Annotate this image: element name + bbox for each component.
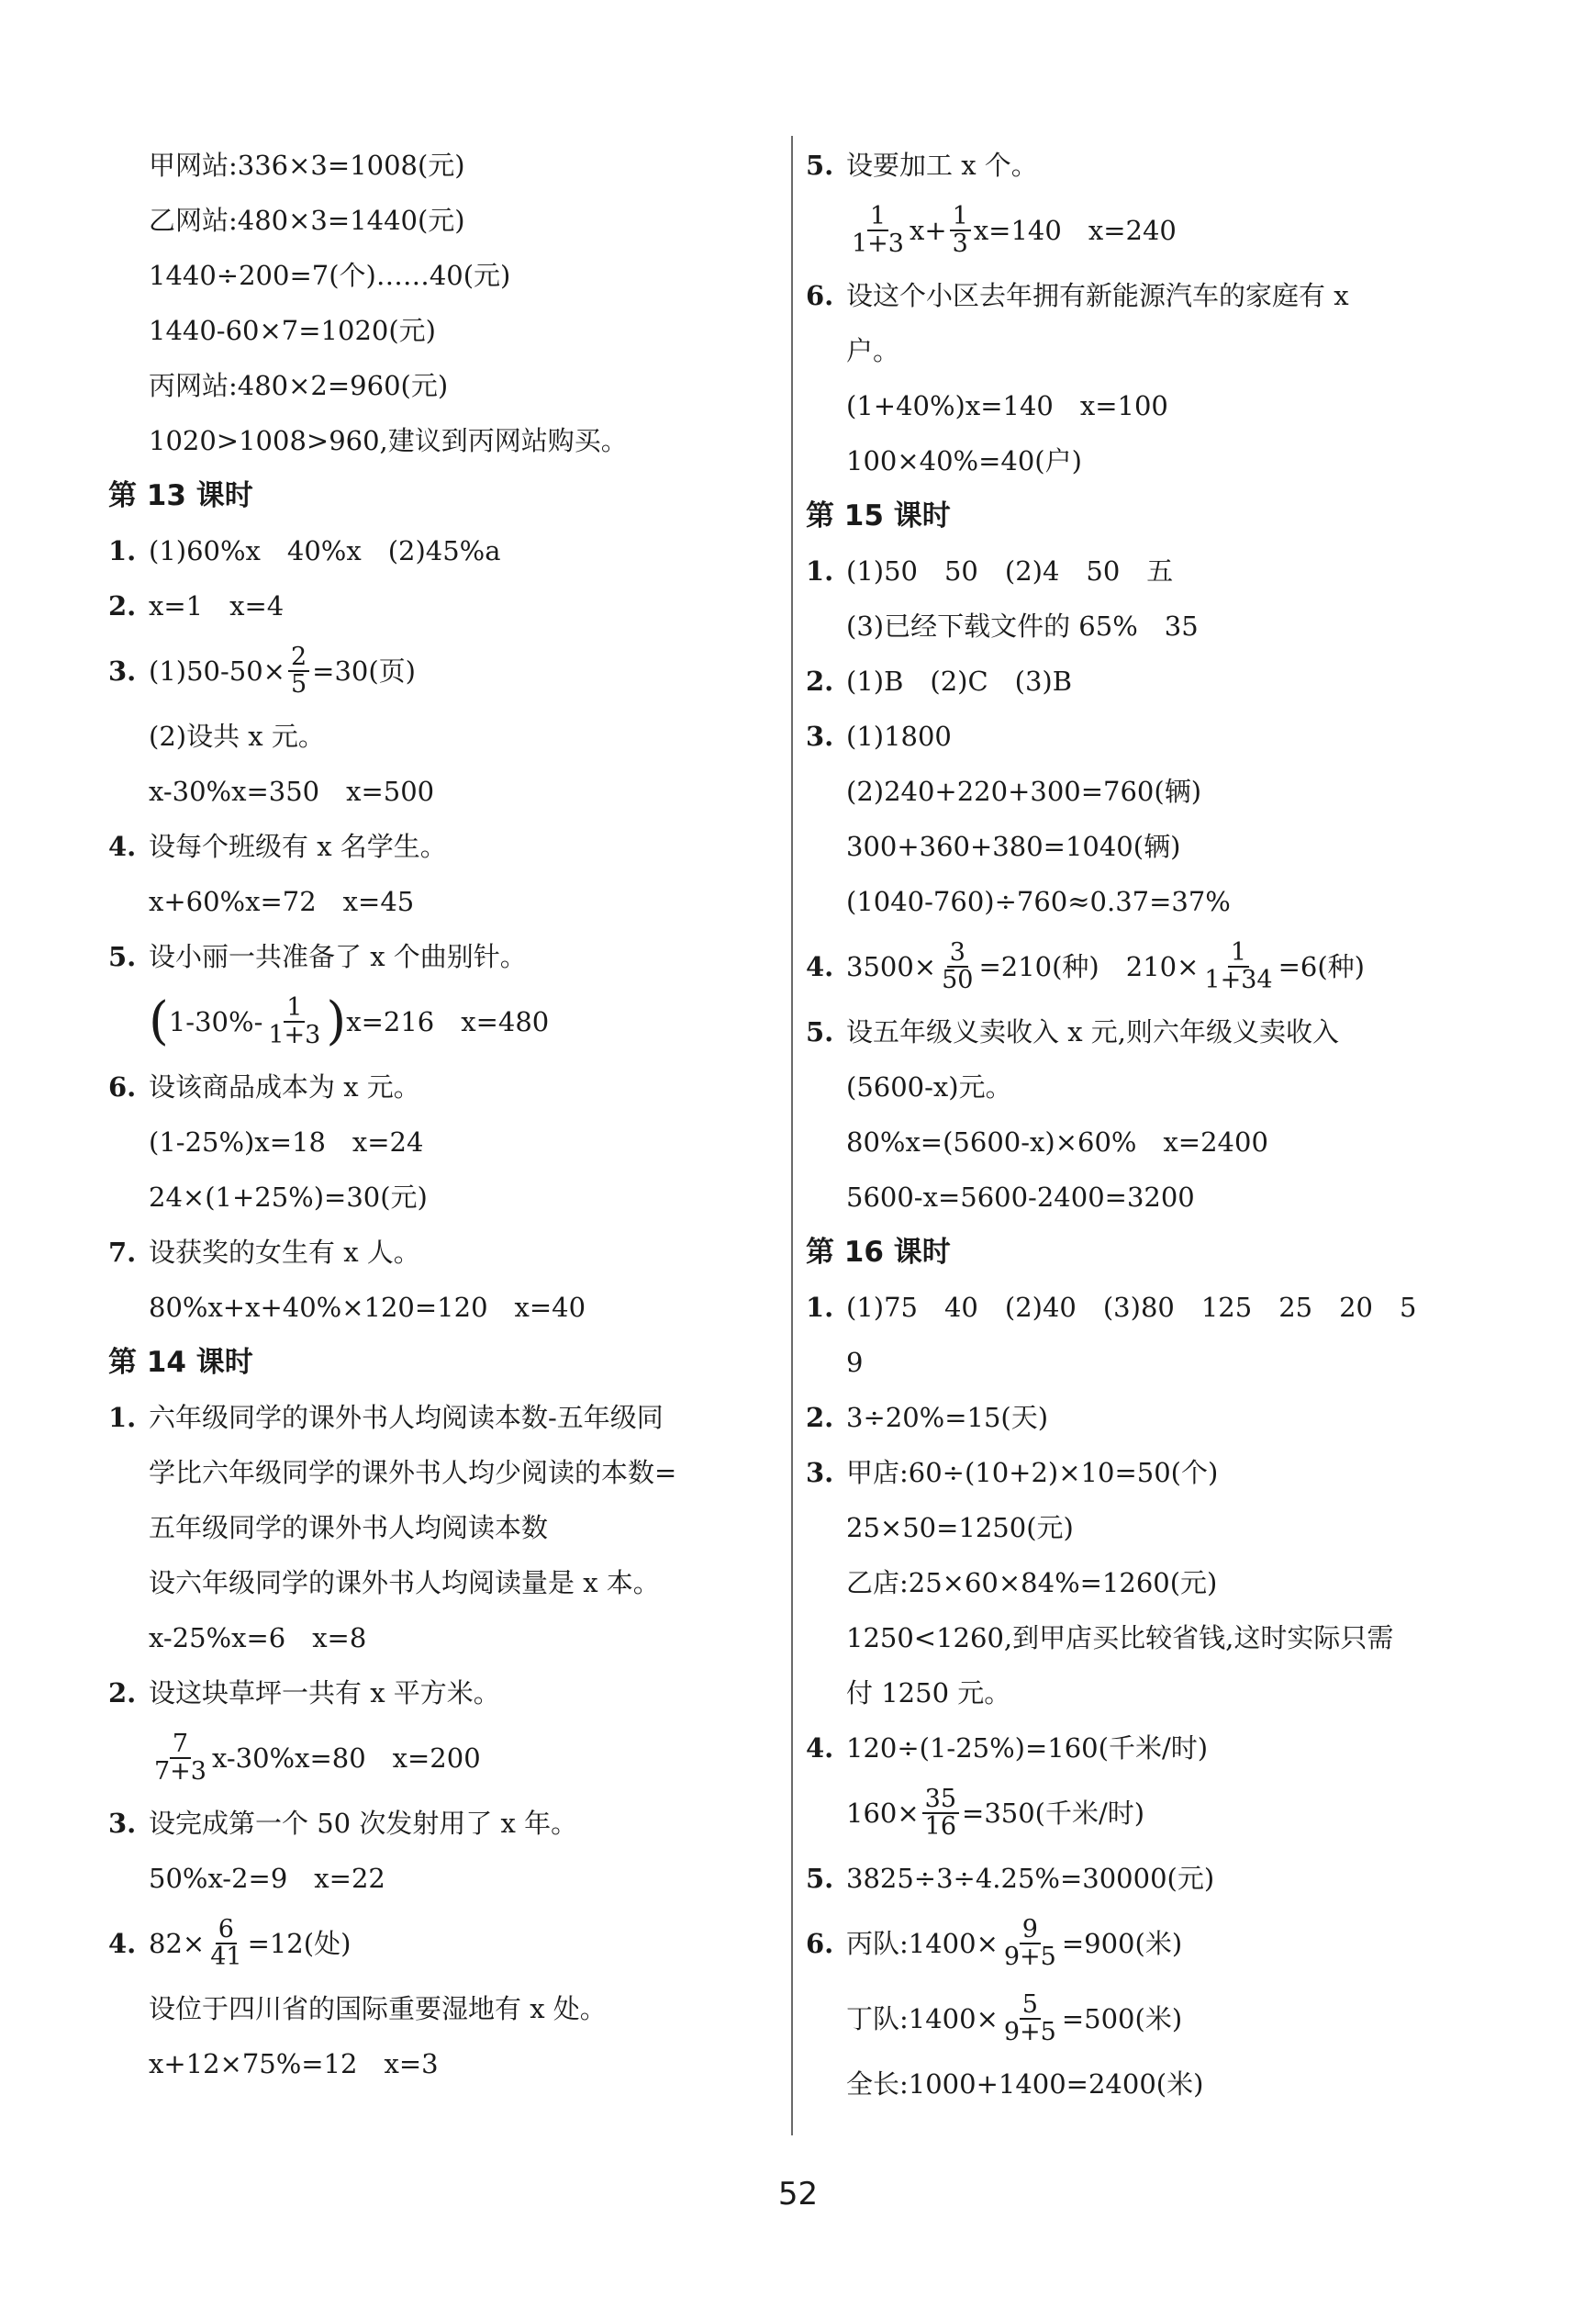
answer-line: 50%x-2=9 x=22 [149, 1862, 385, 1894]
question-number: 5. [806, 149, 834, 181]
fraction: $\frac{5}{9+5}$ [1003, 1989, 1056, 2046]
fraction: $\frac{6}{41}$ [210, 1914, 242, 1971]
answer-line: ( 1-30%- $\frac{1}{1+3}$ ) x=216 x=480 [149, 991, 550, 1051]
answer-line: 甲网站:336×3=1008(元) [149, 149, 465, 181]
answer-text: (1)B (2)C (3)B [846, 665, 1073, 697]
fraction: $\frac{9}{9+5}$ [1003, 1914, 1056, 1971]
left-column [108, 138, 778, 2091]
section-heading-16: 第 16 课时 [806, 1235, 951, 1269]
answer-text: (1)60%x 40%x (2)45%a [149, 534, 501, 566]
answer-line: 1020>1008>960,建议到丙网站购买。 [149, 424, 628, 456]
question-4 [108, 1906, 778, 1981]
question-number: 2. [108, 589, 137, 622]
question-2 [806, 654, 1485, 709]
answer-text: x-30%x=80 x=200 [211, 1742, 481, 1774]
question-6 [108, 1059, 778, 1115]
answer-text: 设这个小区去年拥有新能源汽车的家庭有 x [846, 279, 1349, 311]
answer-line [806, 1776, 1485, 1851]
question-4 [806, 929, 1485, 1004]
answer-text: 丙队:1400× [846, 1927, 999, 1959]
answer-line [806, 193, 1485, 268]
question-number: 7. [108, 1236, 137, 1268]
question-4 [806, 1720, 1485, 1776]
question-number: 6. [806, 1927, 834, 1959]
question-7 [108, 1225, 778, 1280]
question-number: 1. [108, 1401, 137, 1433]
answer-text: 设五年级义卖收入 x 元,则六年级义卖收入 [846, 1015, 1340, 1047]
answer-text: =900(米) [1061, 1927, 1183, 1959]
question-number: 1. [806, 1291, 834, 1323]
fraction: $\frac{2}{5}$ [288, 644, 309, 699]
answer-text: (1)75 40 (2)40 (3)80 125 25 20 5 [846, 1291, 1417, 1323]
answer-line: 25×50=1250(元) [846, 1511, 1074, 1543]
question-number: 5. [806, 1862, 834, 1894]
answer-line: 户。 [846, 334, 900, 366]
question-2 [108, 1665, 778, 1720]
answer-line: 付 1250 元。 [846, 1676, 1011, 1708]
answer-text: 设获奖的女生有 x 人。 [149, 1236, 420, 1268]
question-number: 3. [108, 655, 137, 687]
question-2 [806, 1390, 1485, 1445]
question-4 [108, 819, 778, 874]
answer-text: =500(米) [1061, 2002, 1183, 2034]
question-number: 3. [806, 1456, 834, 1488]
fraction: $\frac{1}{1+34}$ [1204, 937, 1273, 994]
answer-text: 1-30%- [168, 1005, 263, 1037]
answer-line [806, 1981, 1485, 2056]
fraction: $\frac{35}{16}$ [922, 1787, 959, 1841]
answer-line: 学比六年级同学的课外书人均少阅读的本数= [149, 1456, 677, 1488]
question-1 [806, 543, 1485, 599]
fraction: $\frac{1}{1+3}$ [852, 201, 904, 258]
answer-text: 设该商品成本为 x 元。 [149, 1070, 420, 1103]
answer-text: 3÷20%=15(天) [846, 1401, 1049, 1433]
answer-line: 100×40%=40(户) [846, 444, 1082, 476]
answer-text: =30(页) [312, 655, 417, 687]
answer-text: x=216 x=480 [346, 1005, 550, 1037]
question-number: 2. [108, 1676, 137, 1708]
answer-line: 设六年级同学的课外书人均阅读量是 x 本。 [149, 1566, 660, 1598]
answer-line: 全长:1000+1400=2400(米) [846, 2067, 1204, 2100]
question-number: 4. [806, 1731, 834, 1764]
section-heading-14: 第 14 课时 [108, 1345, 253, 1379]
answer-line: (2)设共 x 元。 [149, 720, 325, 752]
answer-text: 3500× [846, 950, 937, 982]
answer-line: (1-25%)x=18 x=24 [149, 1126, 424, 1158]
fraction: $\frac{1}{1+3}$ [268, 992, 321, 1049]
answer-text: =12(处) [247, 1927, 352, 1959]
answer-text: 六年级同学的课外书人均阅读本数-五年级同 [149, 1401, 664, 1433]
answer-text: 设完成第一个 50 次发射用了 x 年。 [149, 1807, 578, 1839]
answer-line: 乙店:25×60×84%=1260(元) [846, 1566, 1218, 1598]
question-number: 4. [806, 950, 834, 982]
answer-text: 设每个班级有 x 名学生。 [149, 830, 447, 862]
question-3 [806, 709, 1485, 764]
question-number: 1. [108, 534, 137, 566]
answer-text: x=1 x=4 [149, 589, 285, 622]
question-1 [108, 1390, 778, 1445]
page-number: 52 [777, 2176, 819, 2213]
answer-text: 甲店:60÷(10+2)×10=50(个) [846, 1456, 1219, 1488]
question-number: 6. [108, 1070, 137, 1103]
answer-line: 乙网站:480×3=1440(元) [149, 204, 465, 236]
question-3 [108, 1796, 778, 1851]
answer-text: x=140 x=240 [973, 214, 1177, 246]
answer-line: (1040-760)÷760≈0.37=37% [846, 885, 1231, 917]
question-number: 2. [806, 1401, 834, 1433]
answer-text: 丁队:1400× [846, 2002, 999, 2034]
question-number: 3. [108, 1807, 137, 1839]
right-column [806, 138, 1485, 2112]
answer-line: x-30%x=350 x=500 [149, 775, 435, 807]
answer-text: 120÷(1-25%)=160(千米/时) [846, 1731, 1209, 1764]
answer-line: 1250<1260,到甲店买比较省钱,这时实际只需 [846, 1621, 1394, 1653]
answer-text: 160× [846, 1797, 920, 1829]
answer-line: 五年级同学的课外书人均阅读本数 [149, 1511, 549, 1543]
question-number: 3. [806, 720, 834, 752]
answer-line: 设位于四川省的国际重要湿地有 x 处。 [149, 1992, 607, 2024]
section-heading-15: 第 15 课时 [806, 499, 951, 532]
answer-text: 设这块草坪一共有 x 平方米。 [149, 1676, 500, 1708]
question-3 [806, 1445, 1485, 1500]
question-number: 4. [108, 830, 137, 862]
question-1 [108, 523, 778, 578]
answer-line [108, 1720, 778, 1796]
section-heading-13: 第 13 课时 [108, 478, 253, 512]
answer-text: 设要加工 x 个。 [846, 149, 1038, 181]
question-5 [108, 929, 778, 984]
question-5 [806, 1851, 1485, 1906]
fraction: $\frac{1}{3}$ [950, 204, 971, 258]
question-2 [108, 578, 778, 633]
question-number: 5. [806, 1015, 834, 1047]
answer-text: 82× [149, 1927, 206, 1959]
question-5 [806, 1004, 1485, 1059]
answer-text: =350(千米/时) [962, 1797, 1145, 1829]
answer-line: 1440÷200=7(个)……40(元) [149, 259, 511, 291]
fraction: $\frac{3}{50}$ [942, 937, 974, 994]
question-6 [806, 268, 1485, 323]
question-5 [806, 138, 1485, 193]
question-3 [108, 633, 778, 709]
question-number: 2. [806, 665, 834, 697]
answer-line: 24×(1+25%)=30(元) [149, 1181, 428, 1213]
column-divider [791, 136, 793, 2135]
answer-line: 5600-x=5600-2400=3200 [846, 1181, 1195, 1213]
answer-line: 9 [846, 1346, 864, 1378]
answer-text: (1)50 50 (2)4 50 五 [846, 555, 1174, 587]
answer-text: =210(种) 210× [978, 950, 1200, 982]
answer-text: =6(种) [1278, 950, 1365, 982]
answer-text: x+ [909, 214, 947, 246]
answer-line: 1440-60×7=1020(元) [149, 314, 436, 346]
answer-text: (1)1800 [846, 720, 952, 752]
answer-line: (1+40%)x=140 x=100 [846, 389, 1168, 421]
answer-text: (1)50-50× [149, 655, 285, 687]
answer-line: 丙网站:480×2=960(元) [149, 369, 449, 401]
answer-text: 设小丽一共准备了 x 个曲别针。 [149, 940, 527, 972]
answer-line: x+60%x=72 x=45 [149, 885, 415, 917]
fraction: $\frac{7}{7+3}$ [154, 1729, 206, 1786]
answer-line: 300+360+380=1040(辆) [846, 830, 1181, 862]
answer-line: (2)240+220+300=760(辆) [846, 775, 1202, 807]
answer-line: (5600-x)元。 [846, 1070, 1012, 1103]
question-number: 1. [806, 555, 834, 587]
question-6 [806, 1906, 1485, 1981]
question-number: 5. [108, 940, 137, 972]
answer-line: x-25%x=6 x=8 [149, 1621, 367, 1653]
question-1 [806, 1280, 1485, 1335]
answer-line: 80%x=(5600-x)×60% x=2400 [846, 1126, 1268, 1158]
question-number: 4. [108, 1927, 137, 1959]
answer-line: x+12×75%=12 x=3 [149, 2047, 439, 2079]
answer-line: 80%x+x+40%×120=120 x=40 [149, 1291, 586, 1323]
question-number: 6. [806, 279, 834, 311]
answer-text: 3825÷3÷4.25%=30000(元) [846, 1862, 1215, 1894]
answer-line: (3)已经下载文件的 65% 35 [846, 610, 1199, 642]
